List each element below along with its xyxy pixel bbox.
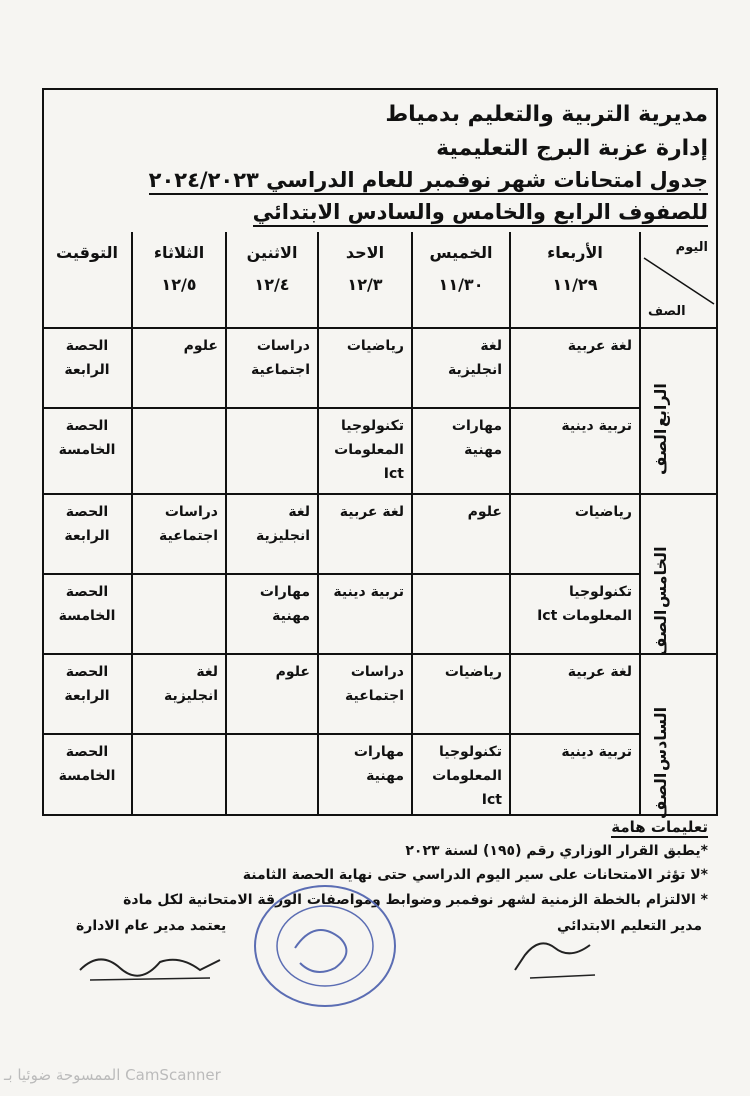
grade-label-ordinal: الرابع xyxy=(651,383,670,427)
grade-label-ordinal: السادس xyxy=(651,707,670,772)
grade-label-ordinal: الخامس xyxy=(651,546,670,608)
administration-title: إدارة عزبة البرج التعليمية xyxy=(436,136,708,161)
table-cell-subject: رياضيات xyxy=(444,664,502,680)
handwritten-signature-left xyxy=(70,940,230,990)
table-cell-period: الحصة الخامسة xyxy=(58,744,116,784)
corner-day-label: اليوم xyxy=(675,240,708,255)
table-cell-subject: دراسات اجتماعية xyxy=(158,504,218,544)
general-director-approval-label: يعتمد مدير عام الادارة xyxy=(76,918,227,934)
day-header-name: الاثنين xyxy=(246,243,298,262)
table-cell-subject: تكنولوجيا المعلومات Ict xyxy=(432,744,502,808)
table-cell-subject: دراسات اجتماعية xyxy=(344,664,404,704)
exam-schedule-table xyxy=(42,232,718,820)
official-stamp xyxy=(240,878,410,1018)
table-cell-subject: تربية دينية xyxy=(333,584,404,600)
grade-label xyxy=(650,546,710,656)
grade-label-word: الصف xyxy=(651,609,670,656)
table-cell-subject: دراسات اجتماعية xyxy=(250,338,310,378)
directorate-title: مديرية التربية والتعليم بدمياط xyxy=(385,102,708,127)
timing-header: التوقيت xyxy=(56,243,118,262)
table-cell-subject: تكنولوجيا المعلومات Ict xyxy=(537,584,632,624)
day-header-date: ١١/٢٩ xyxy=(552,275,598,294)
grades-subtitle: للصفوف الرابع والخامس والسادس الابتدائي xyxy=(253,200,708,227)
table-cell-subject: مهارات مهنية xyxy=(259,584,310,624)
day-header-name: الثلاثاء xyxy=(153,243,205,262)
day-header-date: ١١/٣٠ xyxy=(438,275,484,294)
table-cell-subject: لغة انجليزية xyxy=(163,664,218,704)
table-cell-subject: مهارات مهنية xyxy=(451,418,502,458)
table-cell-subject: تربية دينية xyxy=(561,744,632,760)
day-header-date: ١٢/٣ xyxy=(347,275,383,294)
table-cell-period: الحصة الرابعة xyxy=(64,664,110,704)
table-cell-period: الحصة الرابعة xyxy=(64,504,110,544)
handwritten-signature-right xyxy=(500,930,610,985)
table-cell-subject: رياضيات xyxy=(574,504,632,520)
note-item: *يطبق القرار الوزاري رقم (١٩٥) لسنة ٢٠٢٣ xyxy=(405,843,708,859)
day-header-date: ١٢/٤ xyxy=(254,275,290,294)
grade-label-word: الصف xyxy=(651,773,670,820)
notes-title: تعليمات هامة xyxy=(611,818,708,836)
note-item: * الالتزام بالخطة الزمنية لشهر نوفمبر وضوابط ومواصفات الورقة الامتحانية لكل مادة xyxy=(123,892,708,908)
day-header-date: ١٢/٥ xyxy=(161,275,197,294)
table-cell-period: الحصة الرابعة xyxy=(64,338,110,378)
grade-label-word: الصف xyxy=(651,428,670,476)
table-cell-subject: رياضيات xyxy=(346,338,404,354)
table-cell-period: الحصة الخامسة xyxy=(58,418,116,458)
day-header-name: الاحد xyxy=(345,243,385,262)
scanner-watermark: الممسوحة ضوئيا بـ CamScanner xyxy=(4,1066,221,1084)
table-cell-subject: مهارات مهنية xyxy=(353,744,404,784)
table-cell-subject: تكنولوجيا المعلومات Ict xyxy=(334,418,404,482)
day-header-name: الأربعاء xyxy=(547,243,603,262)
primary-director-signature-label: مدير التعليم الابتدائي xyxy=(556,918,702,934)
table-cell-subject: علوم xyxy=(467,504,502,520)
table-cell-subject: لغة انجليزية xyxy=(447,338,502,378)
table-cell-subject: لغة عربية xyxy=(339,504,404,520)
table-cell-subject: لغة انجليزية xyxy=(255,504,310,544)
grade-label xyxy=(650,383,710,476)
table-cell-subject: علوم xyxy=(183,338,218,354)
corner-grade-label: الصف xyxy=(648,304,686,319)
table-cell-subject: علوم xyxy=(275,664,310,680)
table-cell-subject: لغة عربية xyxy=(567,338,632,354)
schedule-title: جدول امتحانات شهر نوفمبر للعام الدراسي ٢٠٢٤/٢٠٢٣ xyxy=(149,168,708,195)
day-header-name: الخميس xyxy=(429,243,493,262)
table-cell-period: الحصة الخامسة xyxy=(58,584,116,624)
grade-label xyxy=(650,707,710,820)
note-item: *لا تؤثر الامتحانات على سير اليوم الدراسي حتى نهاية الحصة الثامنة xyxy=(242,867,708,883)
table-cell-subject: لغة عربية xyxy=(567,664,632,680)
table-cell-subject: تربية دينية xyxy=(561,418,632,434)
